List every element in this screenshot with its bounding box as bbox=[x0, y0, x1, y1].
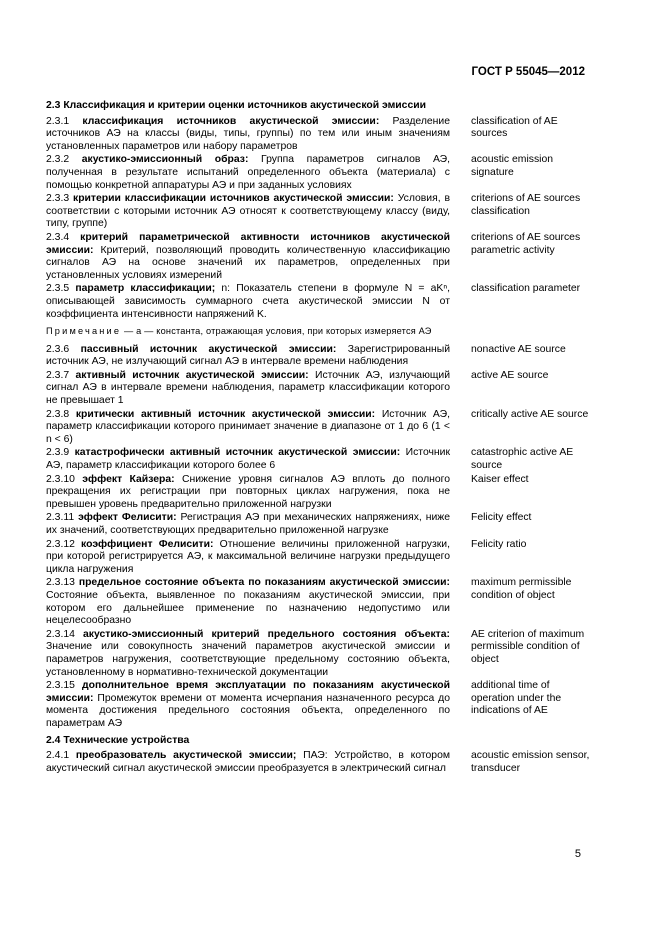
term-entry bbox=[46, 232, 591, 282]
entry-term: критерий параметрической активности источников акустической эмиссии: bbox=[46, 231, 450, 256]
term-entry bbox=[46, 474, 591, 512]
term-entry bbox=[46, 629, 591, 679]
term-entry bbox=[46, 344, 591, 369]
entry-text: Зарегистрированный источник АЭ, не излучающий сигнал АЭ в интервале времени наблюдения bbox=[46, 343, 451, 368]
entry-number: 2.3.5 bbox=[46, 283, 70, 295]
entry-term: акустико-эмиссионный образ: bbox=[81, 154, 249, 166]
entry-definition bbox=[46, 680, 450, 730]
entry-text: Состояние объекта, выявленное по показаниям акустической эмиссии, при котором его дальнейшее применение по назначению недопустимо или нецелесообразно bbox=[46, 589, 450, 627]
entries-2-3-part1 bbox=[46, 116, 591, 322]
note-text: — а — константа, отражающая условия, при которых измеряется АЭ bbox=[121, 326, 432, 337]
entry-definition bbox=[46, 344, 450, 369]
entry-number: 2.3.9 bbox=[46, 447, 70, 459]
entries-2-4 bbox=[46, 750, 591, 775]
entry-term: катастрофически активный источник акустической эмиссии: bbox=[74, 447, 401, 459]
entry-term: классификация источников акустической эмиссии: bbox=[82, 115, 380, 127]
entry-definition bbox=[46, 154, 450, 192]
entry-definition bbox=[46, 539, 450, 577]
entry-definition bbox=[46, 116, 450, 154]
term-entry bbox=[46, 447, 591, 472]
entry-term: активный источник акустической эмиссии: bbox=[75, 369, 309, 381]
entry-number: 2.3.3 bbox=[46, 193, 70, 205]
term-entry bbox=[46, 154, 591, 192]
entry-term: критерии классификации источников акустической эмиссии: bbox=[73, 193, 394, 205]
entry-text: Источник АЭ, излучающий сигнал АЭ в интервале времени наблюдения, параметр классификации которого не превышает 1 bbox=[46, 369, 451, 407]
term-entry bbox=[46, 409, 591, 447]
section-heading-2-4: 2.4 Технические устройства bbox=[46, 734, 190, 746]
term-entry bbox=[46, 577, 591, 627]
entry-term: коэффициент Фелисити: bbox=[81, 538, 214, 550]
entry-text: n: Показатель степени в формуле N = aKⁿ, описывающей зависимость суммарного счета акустической эмиссии N от коэффициента интенсивности напряжений K. bbox=[46, 283, 451, 320]
entry-english-term: maximum permissible condition of object bbox=[471, 577, 572, 601]
entry-definition bbox=[46, 232, 450, 282]
entry-term: параметр классификации; bbox=[75, 283, 216, 295]
entry-definition bbox=[46, 750, 450, 775]
entry-term: преобразователь акустической эмиссии; bbox=[75, 750, 297, 762]
section-heading-2-3: 2.3 Классификация и критерии оценки источников акустической эмиссии bbox=[46, 100, 427, 111]
entry-number: 2.3.12 bbox=[46, 538, 75, 550]
term-entry bbox=[46, 680, 591, 730]
entry-definition bbox=[46, 512, 450, 537]
entry-english-term: Felicity effect bbox=[471, 512, 532, 524]
entry-number: 2.3.6 bbox=[46, 343, 70, 355]
entry-number: 2.3.1 bbox=[46, 115, 70, 127]
entry-term: эффект Кайзера: bbox=[82, 473, 175, 485]
entry-text: Отношение величины приложенной нагрузки, при которой регистрируется АЭ, к максимальной величине нагрузки предыдущего цикла нагружения bbox=[46, 538, 450, 575]
term-entry bbox=[46, 512, 591, 537]
entry-number: 2.3.8 bbox=[46, 408, 70, 420]
entries-2-3-part2 bbox=[46, 344, 591, 731]
term-entry bbox=[46, 370, 591, 408]
entry-english-term: nonactive AE source bbox=[471, 343, 566, 355]
entry-definition bbox=[46, 447, 450, 472]
entry-english-term: Felicity ratio bbox=[471, 538, 527, 550]
term-entry bbox=[46, 116, 591, 154]
entry-definition bbox=[46, 629, 450, 679]
term-entry bbox=[46, 283, 591, 321]
entry-number: 2.3.15 bbox=[46, 680, 75, 692]
entry-term: пассивный источник акустической эмиссии: bbox=[80, 343, 337, 355]
entry-definition bbox=[46, 370, 450, 408]
entry-term: эффект Фелисити: bbox=[78, 512, 177, 524]
page-header: ГОСТ Р 55045—2012 bbox=[471, 66, 585, 78]
entry-text: Снижение уровня сигналов АЭ вплоть до полного прекращения их регистрации при повторных циклах нагружения, пока не превышен уровень предварительно приложенной нагрузки bbox=[46, 473, 450, 510]
entry-text: ПАЭ: Устройство, в котором акустический сигнал акустической эмиссии преобразуется в электрический сигнал bbox=[46, 750, 450, 774]
term-entry bbox=[46, 193, 591, 231]
entry-number: 2.3.10 bbox=[46, 473, 75, 485]
entry-term: дополнительное время эксплуатации по показаниям акустической эмиссии: bbox=[46, 680, 450, 704]
entry-term: критически активный источник акустической эмиссии: bbox=[75, 408, 376, 420]
entry-number: 2.3.14 bbox=[46, 628, 75, 640]
entry-number: 2.4.1 bbox=[46, 750, 70, 762]
entry-english-term: catastrophic active AE source bbox=[471, 447, 574, 472]
entry-number: 2.3.2 bbox=[46, 154, 70, 166]
entry-definition bbox=[46, 474, 450, 512]
entry-term: предельное состояние объекта по показаниям акустической эмиссии: bbox=[78, 577, 450, 589]
entry-number: 2.3.4 bbox=[46, 231, 70, 243]
entry-english-term: classification of AE sources bbox=[471, 115, 558, 140]
entry-text: Регистрация АЭ при механических напряжениях, ниже их значений, соответствующих предварительно приложенной нагрузке bbox=[46, 512, 451, 536]
entry-text: Условия, в соответствии с которыми источник АЭ относят к соответствующему классу (виду, типу, группе) bbox=[46, 193, 451, 230]
entry-term: акустико-эмиссионный критерий предельного состояния объекта: bbox=[83, 628, 450, 640]
term-entry bbox=[46, 750, 591, 775]
entry-definition bbox=[46, 577, 450, 627]
entry-definition bbox=[46, 193, 450, 231]
entry-english-term: active AE source bbox=[471, 369, 549, 381]
entry-definition bbox=[46, 409, 450, 447]
entry-text: Разделение источников АЭ на классы (виды, типы, группы) по тем или иным значениям установленных параметров или набору параметров bbox=[46, 115, 450, 152]
entry-text: Промежуток времени от момента исчерпания назначенного ресурса до момента достижения предельного состояния объекта, определенного по параметрам АЭ bbox=[46, 692, 451, 729]
entry-english-term: AE criterion of maximum permissible condition of object bbox=[471, 628, 585, 665]
entry-english-term: additional time of operation under the indications of AE bbox=[471, 680, 562, 717]
note-label: Примечание bbox=[46, 326, 122, 337]
entry-english-term: critically active AE source bbox=[471, 408, 589, 420]
entry-number: 2.3.7 bbox=[46, 369, 70, 381]
page-number: 5 bbox=[574, 848, 581, 860]
entry-number: 2.3.11 bbox=[46, 512, 75, 524]
entry-english-term: criterions of AE sources classification bbox=[471, 193, 581, 217]
entry-english-term: Kaiser effect bbox=[471, 473, 529, 485]
note bbox=[46, 325, 591, 338]
entry-text: Источник АЭ, параметр классификации которого принимает значение в диапазоне от 1 до 6 (1 < n < 6) bbox=[46, 408, 450, 445]
entry-definition bbox=[46, 283, 450, 321]
entry-english-term: criterions of AE sources parametric activity bbox=[471, 231, 581, 256]
entry-english-term: classification parameter bbox=[471, 283, 581, 295]
entry-english-term: acoustic emission signature bbox=[471, 154, 554, 178]
entry-text: Значение или совокупность значений параметров акустической эмиссии и параметров нагружения, соответствующие предельному состоянию объекта, установленному в нормативно-технической документации bbox=[46, 641, 450, 678]
entry-english-term: acoustic emission sensor, transducer bbox=[471, 750, 590, 774]
entry-text: Источник АЭ, параметр классификации которого более 6 bbox=[46, 447, 450, 472]
term-entry bbox=[46, 539, 591, 577]
entry-number: 2.3.13 bbox=[46, 577, 75, 589]
entry-text: Группа параметров сигналов АЭ, полученная в результате испытаний определенного объекта (материала) с помощью конкретной аппаратуры АЭ и при заданных условиях bbox=[46, 154, 451, 191]
entry-text: Критерий, позволяющий проводить количественную классификацию сигналов АЭ на основе значений их параметров, определенных при установленных условиях измерений bbox=[46, 244, 450, 281]
document-body bbox=[46, 100, 591, 776]
